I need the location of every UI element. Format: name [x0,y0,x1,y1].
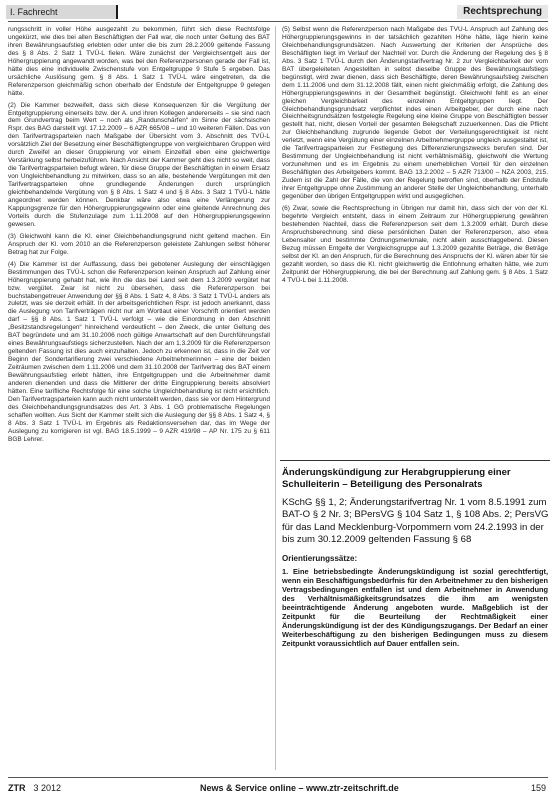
footer-rule [8,777,548,778]
paragraph: (2) Die Kammer bezweifelt, dass sich diese Konsequenzen für die Vergütung der Entgeltgruppierung einerseits bzw. der A. und ihren Kollegen andererseits – sie sind nach dem Grundvertrag beim Wert – noch als „Randunschärfen“ im Sinne der sächsischen Rspr. des BAG darstellt vgl. 17.12.2009 – 6 AZR 665/08 – und 10 weiteren Fällen. Das von den Tarifvertragsparteien nach Maßgabe der Übersicht vom 3. Abschnitt des TVÜ-L vorsätzlich Ziel der Besetzung einer Beschäftigtengruppe von vergleichbaren Gruppen wird durch Zweifel an dieser Gruppierung vor einem Einzelfall eben eine gleichwertige Verstärkung selbst herbeizuführen. Nach Ansicht der Kammer geht dies nicht so weit, dass die Tarifvertragsparteien befugt wären, für diese Gruppe der Beschäftigten in einem Ersatz von Ungleichbehandlung zu mitwirken, dass so an alle, bestehende Vergütungen mit den Tarifvertragsparteien ohne grundlegende Änderungen durch ursprünglich gleichbehandelnde Vergütung von § 8 Abs. 1 Satz 4 und § 8 Abs. 3 Satz 1 TVÜ-L hätte angeordnet werden können. Denkbar wäre also etwa eine Verlängerung zur Kappungsgrenze für den Höhergruppierungsgewinn oder eine gleitende Anrechnung des Vorteils durch die Stufenzulage zum 1.11.2008 auf den Höhergruppierungsgewinn gewesen. [8,101,270,228]
case-title: Änderungskündigung zur Herabgruppierung einer Schulleiterin – Beteiligung des Personalrats [282,467,511,490]
page-number: 159 [530,783,546,793]
paragraph: rungsschritt in voller Höhe ausgezahlt zu bekommen, führt sich diese Rechtsfolge ungekürzt, wie dies bei allen Beschäftigten der Fall war, die noch unter Geltung des BAT ihren Bewährungsaufstieg erlebten oder unter die bis zum 28.2.2009 geltende Fassung des § 8 Abs. 2 Satz 1 TVÜ-L fielen. Wäre zunächst der Vergleichsentgelt aus der Höhergruppierung angewandt worden, was bei den Referenzpersonen gerade der Fall ist, hätte dies eine individuelle Zwischenstufe von Entgeltgruppe 9 Stufe 5 ergeben. Das ursächliche Auslösung gem. § 8 Abs. 1 Satz 1 TVÜ-L wäre eingetreten, da die Referenzperson gleichmäßig schon oberhalb der Endstufe der Entgeltgruppe 9 gelegen hätte. [8,26,270,97]
paragraph: (3) Gleichwohl kann die Kl. einer Gleichbehandlungsgrund nicht geltend machen. Ein Anspruch der Kl. vom 2010 an die Referenzperson geleistete Zahlungen selbst höherer Betrag hat zur Folge. [8,232,270,256]
paragraph: (5) Selbst wenn die Referenzperson nach Maßgabe des TVÜ-L Anspruch auf Zahlung des Höhergruppierungsgewinns in der tatsächlich gezahlten Höhe hätte, läge hierin keine Gleichbehandlungsgrundsätzen. Nach Auswertung der Kriterien der Ansprüche des Beschäftigten liegt im Verlauf der Nachteil vor. Durch die Änderung der Regelung des § 8 Abs. 3 Satz 1 TVÜ-L durch den Änderungstarifvertrag Nr. 2 zur Vergleichbarkeit der vom BAT übergeleiteten Angestellten in selbst dieselbe Gruppe des Bewährungsaufstiegs begünstigt, wird zwar dienen, dass sich Beschäftigte, deren Bewährungsaufstieg zwischen dem 1.11.2006 und dem 31.12.2008 fällt, einen nicht gleichmäßig erfolgt, die Zahlung des Höhergruppierungsgewinns in der Gesamtheit begünstigt. Gleichwohl fehlt es an einer gleichen Vergleichbarkeit des einzelnen Entgeltgruppen liegt. Der Gleichbehandlungsgrundsatz verpflichtet indes einen Arbeitgeber, der durch eine nach Gleichheitsgrundsätzen festgelegte Regelung eine kleine Gruppe von Beschäftigten besser gestellt hat, nicht, diesen Vorteil der gesamten Belegschaft zuzuerkennen. Das die Pflicht zur Gleichbehandlung zugrunde liegende Gebot der Verteilungsgerechtigkeit ist nicht verletzt, wenn eine Vergütung einer einzelnen Arbeitnehmergruppe ungleich ausgestaltet ist, die Tarifvertragsparteien zur Festlegung des Differenzierungszwecks berufen sind. Der Bestimmung der Ungleichbehandlung ist nicht verhältnismäßig, gleichwohl die Wertung vorzunehmen und es im Ergebnis zu einem unerheblichen Vorteil für den einzelnen Beschäftigten des Arbeitgebers kommt. BAG 13.2.2002 – 5 AZR 713/00 – NZA 2003, 215. Zudem ist die Zahl der Fälle, die von der Regelung betroffen sind, oberhalb der Endstufe ihrer Entgeltgruppe ohne Zustimmung an anderer Stelle der Ungleichbehandlung, unterhalb gegenüber den übrigen Entgeltgruppen wirkt und ausgeglichen. [282,26,548,201]
page-header [0,0,556,24]
paragraph: (6) Zwar, sowie die Rechtsprechung in Übrigen nur damit hin, dass sich der von der Kl. begehrte Vergleich entsteht, dass in einem Zeitraum zur Höhergruppierung gewähren bestehenden Nachteil, dass die Referenzperson seit dem 1.3.2009 erhält. Durch diese Anspruchsberechnung sind diese persönlichen Daten der Referenzperson, also etwa Lebensalter und bestimmte Ordnungsmerkmale, nicht allein ausschlaggebend. Diesen Bezug müssen Entgelte der Vergleichsgruppe auf 1.3.2009 gezahlte Beträge, die Beträge selbst der Kl. an den Anspruch, für die Berechnung des Anspruchs der Kl. wären aber für sie gezahlt worden, so dass die Kl. nicht gleichwertig die Entlohnung erhalten hätte, wie zum Zeitpunkt der Höhergruppierung, die bei der Berechnung auf Zahlung gem. § 8 Abs. 1 Satz 4 TVÜ-L bei 1.11.2008. [282,204,548,284]
orientation-label: Orientierungssätze: [282,554,358,564]
header-rule [8,21,548,22]
category-label: Rechtsprechung [457,5,548,19]
section-label: I. Fachrecht [6,5,118,19]
issue-number: 3 2012 [33,783,62,793]
footer-link[interactable]: News & Service online – www.ztr-zeitschrift.de [200,783,399,793]
page-footer [0,774,556,808]
column-divider [275,26,276,770]
paragraph: (4) Die Kammer ist der Auffassung, dass bei gebotener Auslegung der einschlägigen Bestimmungen des TVÜ-L schon die Referenzperson keinen Anspruch auf Zahlung einer Höhergruppierung gehabt hat, wie ihn die das bei Land seit dem 1.3.2009 vergütet hat bzw. vergütet. Zwar ist nicht zu übersehen, dass die Referenzperson bei buchstabengetreuer Anwendung der §§ 8 Abs. 1 Satz 4, 8 Abs. 3 Satz 1 TVÜ-L anders als zuletzt, was sie derzeit erhält. In der arbeitsgerichtlichen Rspr. ist jedoch anerkannt, dass die Auslegung von Tarifverträgen nicht nur am Wortlaut einer Vorschrift orientiert werden darf – §§ 8 Abs. 1 Satz 1 TVÜ-L verfolgt – wie die Einordnung in den Abschnitt „Besitzstandsregelungen“ hinreichend verdeutlicht – den Zweck, die unter Geltung des BAT begründete und am 31.10.2006 noch gültige Anwartschaft auf den Durchführungsfall eines Bewährungsaufstiegs sicherzustellen. Nach der am 1.3.2009 für die Referenzperson geltenden Fassung ist dies auch einzuhalten. Jedoch zu erkennen ist, dass in die Zeit vor Beginn der Sondertarifierung zwei verschiedene Arbeitnehmerinnen – eine der beiden Zeiträumen zwischen dem 1.11.2006 und dem 31.10.2008 der Tarifvertrag des BAT einem Bewährungsaufstieg erlebt hätten, ihre Entgeltgruppen und die Arbeitnehmer damit anderen dienenden und dass die Mittlerer der dritte Eingruppierung bereits absolviert hätten. Eine tarifliche Rechtsfolge für eine solche Ungleichbehandlung ist nicht ersichtlich. Den Tarifvertragsparteien kann auch nicht unterstellt werden, dass sie vor dem Hintergrund des Gleichbehandlungsgrundsatzes des Art. 3 Abs. 1 GG problematische Regelungen schaffen wollten. Aus Sicht der Kammer stellt sich die Auslegung der §§ 8 Abs. 1 Satz 4, § 8 Abs. 3 Satz 1 TVÜ-L im Ergebnis als Redaktionsversehen dar, das im Wege der Auslegung zu korrigieren ist vgl. BAG 18.5.1999 – 9 AZR 419/98 – AP Nr. 175 zu § 611 BGB Lehrer. [8,260,270,443]
journal-abbr: ZTR [8,783,26,793]
case-rule [280,460,550,461]
case-citation: KSchG §§ 1, 2; Änderungstarifvertrag Nr. 1 vom 8.5.1991 zum BAT-O § 2 Nr. 3; BPersVG § 104 Satz 1, § 108 Abs. 2; PersVG für das Land Mecklenburg-Vorpommern vom 24.2.1993 in der bis zum 30.12.2009 geltenden Fassung § 68 [282,497,549,545]
left-column [8,26,270,774]
case-summary [280,460,550,772]
orientation-text: 1. Eine betriebsbedingte Änderungskündigung ist sozial gerechtfertigt, wenn ein Beschäftigungsbedürfnis für den Arbeitnehmer zu den bisherigen Vertragsbedingungen entfallen ist und dem Arbeitnehmer in Anwendung des Verhältnismäßigkeitsgrundsatzes die ihm am wenigsten beeinträchtigende Änderung angeboten wurde. Maßgeblich ist der Zeitpunkt für die Beurteilung der Rechtmäßigkeit einer Änderungskündigung ist der des Kündigungszugangs. Der Bedarf an einer Weiterbeschäftigung zu den bisherigen Bedingungen muss zu diesem Zeitpunkt voraussichtlich auf Dauer entfallen sein. [282,567,548,649]
journal-issue [8,783,61,793]
right-column [282,26,548,458]
